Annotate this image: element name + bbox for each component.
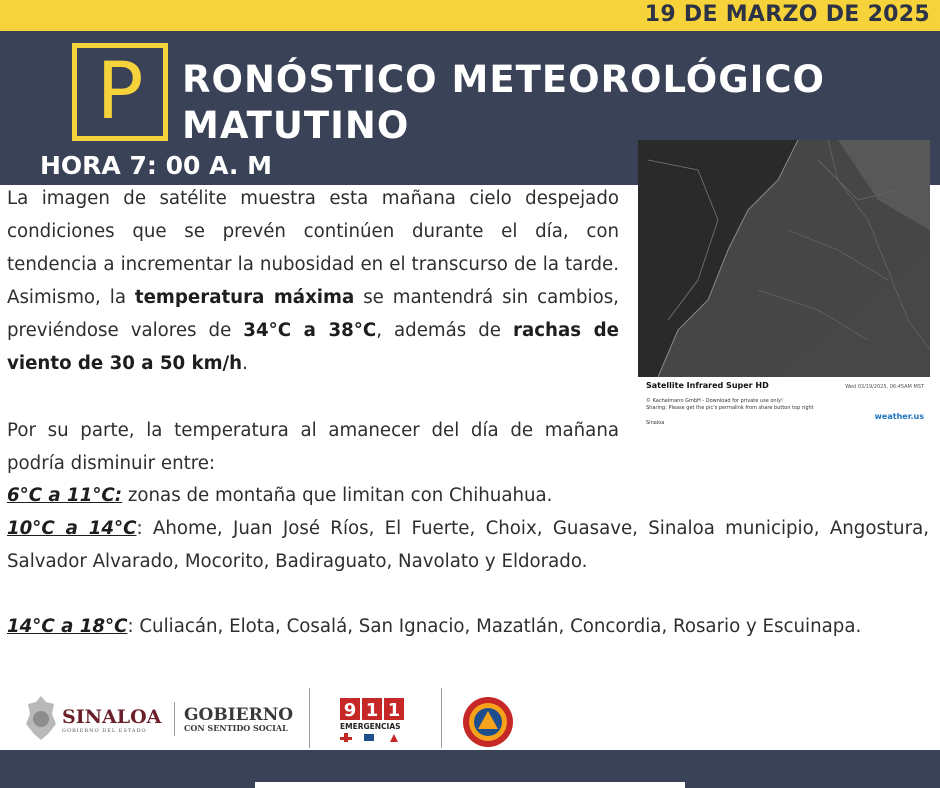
page-title-line1: RONÓSTICO METEOROLÓGICO (182, 58, 825, 101)
satellite-title: Satellite Infrared Super HD (646, 381, 769, 390)
sinaloa-logo-text: SINALOA (62, 706, 162, 728)
forecast-time: HORA 7: 00 A. M (40, 151, 272, 180)
title-initial-box (72, 43, 168, 141)
emergency-label: EMERGENCIAS (340, 722, 401, 731)
satellite-map (638, 140, 930, 377)
range-label: 10°C a 14°C (7, 518, 137, 539)
satellite-copyright: © Kachelmann GmbH - Download for private use only! (646, 398, 783, 404)
satellite-region: Sinaloa (646, 420, 665, 426)
max-temp-range: 34°C a 38°C (243, 320, 377, 341)
range-item: 6°C a 11°C: zonas de montaña que limitan con Chihuahua. (7, 485, 553, 506)
gobierno-logo-subtitle: CON SENTIDO SOCIAL (184, 723, 288, 733)
svg-text:1: 1 (387, 700, 401, 721)
range-label: 6°C a 11°C: (7, 485, 123, 506)
svg-text:9: 9 (343, 700, 357, 721)
satellite-sharing-note: Sharing: Please get the pic's permalink from share button top right (646, 405, 814, 411)
sinaloa-seal-icon (24, 694, 58, 742)
date-label: 19 DE MARZO DE 2025 (644, 2, 930, 27)
range-item: 10°C a 14°C: Ahome, Juan José Ríos, El Fuerte, Choix, Guasave, Sinaloa municipio, Angostura, Salvador Alvarado, Mocorito, Badiraguato, Navolato y Eldorado. (7, 518, 929, 572)
gobierno-logo-text: GOBIERNO (184, 705, 294, 725)
logo-divider (309, 688, 310, 748)
logo-strip (0, 688, 940, 748)
range-item: 14°C a 18°C: Culiacán, Elota, Cosalá, San Ignacio, Mazatlán, Concordia, Rosario y Escuinapa. (7, 616, 862, 637)
emergency-911-logo (340, 698, 406, 742)
forecast-paragraph-2: Por su parte, la temperatura al amanecer del día de mañana podría disminuir entre: (7, 420, 619, 474)
logo-divider (441, 688, 442, 748)
svg-text:1: 1 (365, 700, 379, 721)
wind-gusts: rachas de viento de 30 a 50 km/h (7, 320, 619, 374)
max-temp-label: temperatura máxima (134, 287, 355, 308)
satellite-image (638, 140, 930, 430)
page-title-line2: MATUTINO (182, 104, 410, 147)
footer-tab (255, 782, 685, 788)
satellite-date: Wed 03/19/2025, 06:45AM MST (845, 384, 924, 390)
forecast-paragraph-1: La imagen de satélite muestra esta mañana cielo despejado condiciones que se prevén continúen durante el día, con tendencia a incrementar la nubosidad en el transcurso de la tarde. Asimismo, la temperatura máxima se mantendrá sin cambios, previéndose valores de 34°C a 38°C, además de rachas de viento de 30 a 50 km/h. (7, 188, 619, 374)
proteccion-civil-logo (462, 696, 514, 748)
date-bar (0, 0, 940, 31)
title-initial: P (96, 47, 144, 137)
logo-divider (174, 702, 175, 736)
sinaloa-logo-subtitle: GOBIERNO DEL ESTADO (62, 728, 147, 734)
weather-us-logo: weather.us (874, 412, 924, 421)
range-label: 14°C a 18°C (7, 616, 128, 637)
